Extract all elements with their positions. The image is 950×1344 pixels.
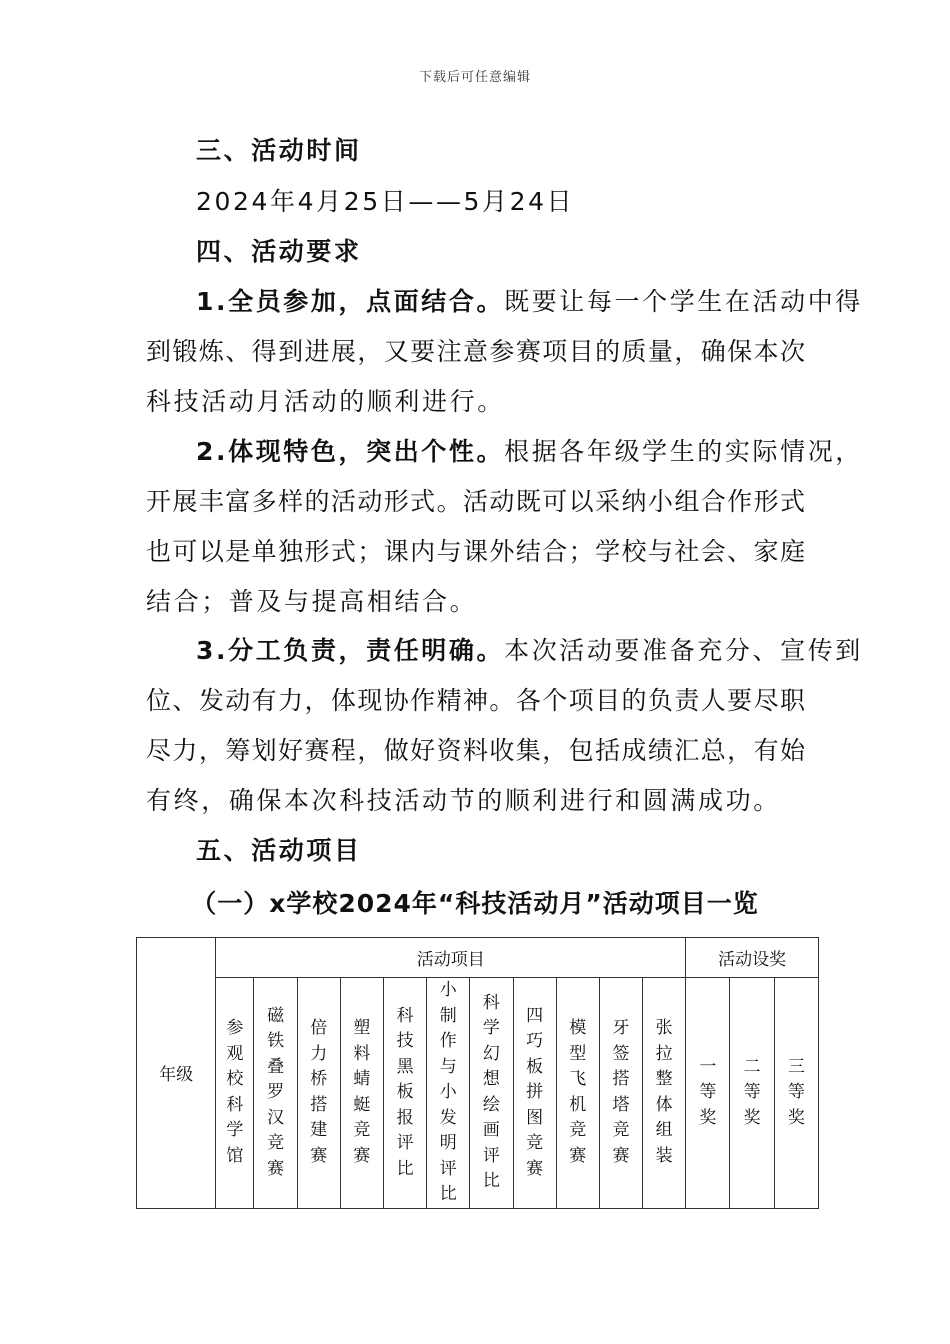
award-name: 一等奖 (699, 1056, 717, 1128)
award-cell (774, 978, 818, 1209)
paragraph-1-line-1 (196, 282, 863, 318)
project-name: 四巧板拼图竞赛 (526, 1005, 544, 1179)
project-name: 参观校科学馆 (226, 1018, 244, 1166)
activity-projects-table (136, 937, 819, 1209)
grade-header-cell (137, 938, 216, 1209)
project-name: 牙签搭塔竞赛 (612, 1018, 630, 1166)
project-cell (384, 978, 427, 1209)
paragraph-2-line-2: 开展丰富多样的活动形式。活动既可以采纳小组合作形式 (146, 487, 806, 516)
project-cell (216, 978, 254, 1209)
section-title-activity-projects: 五、活动项目 (196, 836, 362, 865)
award-cell (686, 978, 730, 1209)
project-name: 科技黑板报评比 (396, 1005, 414, 1179)
paragraph-3-heading: 3.分工负责，责任明确。 (196, 636, 505, 665)
project-name: 张拉整体组装 (655, 1018, 673, 1166)
project-name: 塑料蜻蜓竞赛 (353, 1018, 371, 1166)
award-name: 二等奖 (743, 1056, 761, 1128)
projects-header-cell (216, 938, 686, 978)
paragraph-3-line-2: 位、发动有力，体现协作精神。各个项目的负责人要尽职 (146, 686, 806, 715)
paragraph-1-line-2: 到锻炼、得到进展，又要注意参赛项目的质量，确保本次 (146, 337, 806, 366)
project-cell (513, 978, 556, 1209)
project-cell (297, 978, 340, 1209)
section-title-activity-requirements: 四、活动要求 (196, 237, 362, 266)
paragraph-1-heading: 1.全员参加，点面结合。 (196, 287, 505, 316)
page-header-note: 下载后可任意编辑 (418, 70, 531, 85)
project-cell (599, 978, 642, 1209)
paragraph-2-line-1 (196, 432, 863, 468)
projects-header: 活动项目 (416, 950, 485, 970)
project-cell (470, 978, 513, 1209)
paragraph-2-heading: 2.体现特色，突出个性。 (196, 437, 505, 466)
paragraph-1-line-3: 科技活动月活动的顺利进行。 (146, 387, 505, 416)
award-cell (730, 978, 774, 1209)
paragraph-3-line-3: 尽力，筹划好赛程，做好资料收集，包括成绩汇总，有始 (146, 736, 806, 765)
project-name: 磁铁叠罗汉竞赛 (267, 1005, 285, 1179)
grade-header: 年级 (159, 1065, 194, 1086)
paragraph-3-line-1 (196, 631, 863, 667)
section-title-activity-time: 三、活动时间 (196, 136, 362, 165)
table-caption: （一）x学校2024年“科技活动月”活动项目一览 (191, 889, 759, 918)
project-cell (254, 978, 297, 1209)
paragraph-1-text: 既要让每一个学生在活动中得 (504, 287, 863, 316)
project-cell (340, 978, 383, 1209)
project-cell (427, 978, 470, 1209)
project-cell (556, 978, 599, 1209)
activity-date-range: 2024年4月25日——5月24日 (196, 187, 575, 216)
project-name: 倍力桥搭建赛 (310, 1018, 328, 1166)
awards-header: 活动设奖 (718, 950, 787, 970)
paragraph-3-text: 本次活动要准备充分、宣传到 (504, 636, 863, 665)
awards-header-cell (686, 938, 819, 978)
project-name: 科学幻想绘画评比 (482, 992, 500, 1192)
paragraph-2-text: 根据各年级学生的实际情况， (504, 437, 863, 466)
award-name: 三等奖 (787, 1056, 805, 1128)
project-name: 小制作与小发明评比 (439, 980, 457, 1204)
paragraph-3-line-4: 有终，确保本次科技活动节的顺利进行和圆满成功。 (146, 786, 781, 815)
project-cell (643, 978, 686, 1209)
project-name: 模型飞机竞赛 (569, 1018, 587, 1166)
paragraph-2-line-3: 也可以是单独形式；课内与课外结合；学校与社会、家庭 (146, 537, 806, 566)
paragraph-2-line-4: 结合；普及与提高相结合。 (146, 587, 478, 616)
